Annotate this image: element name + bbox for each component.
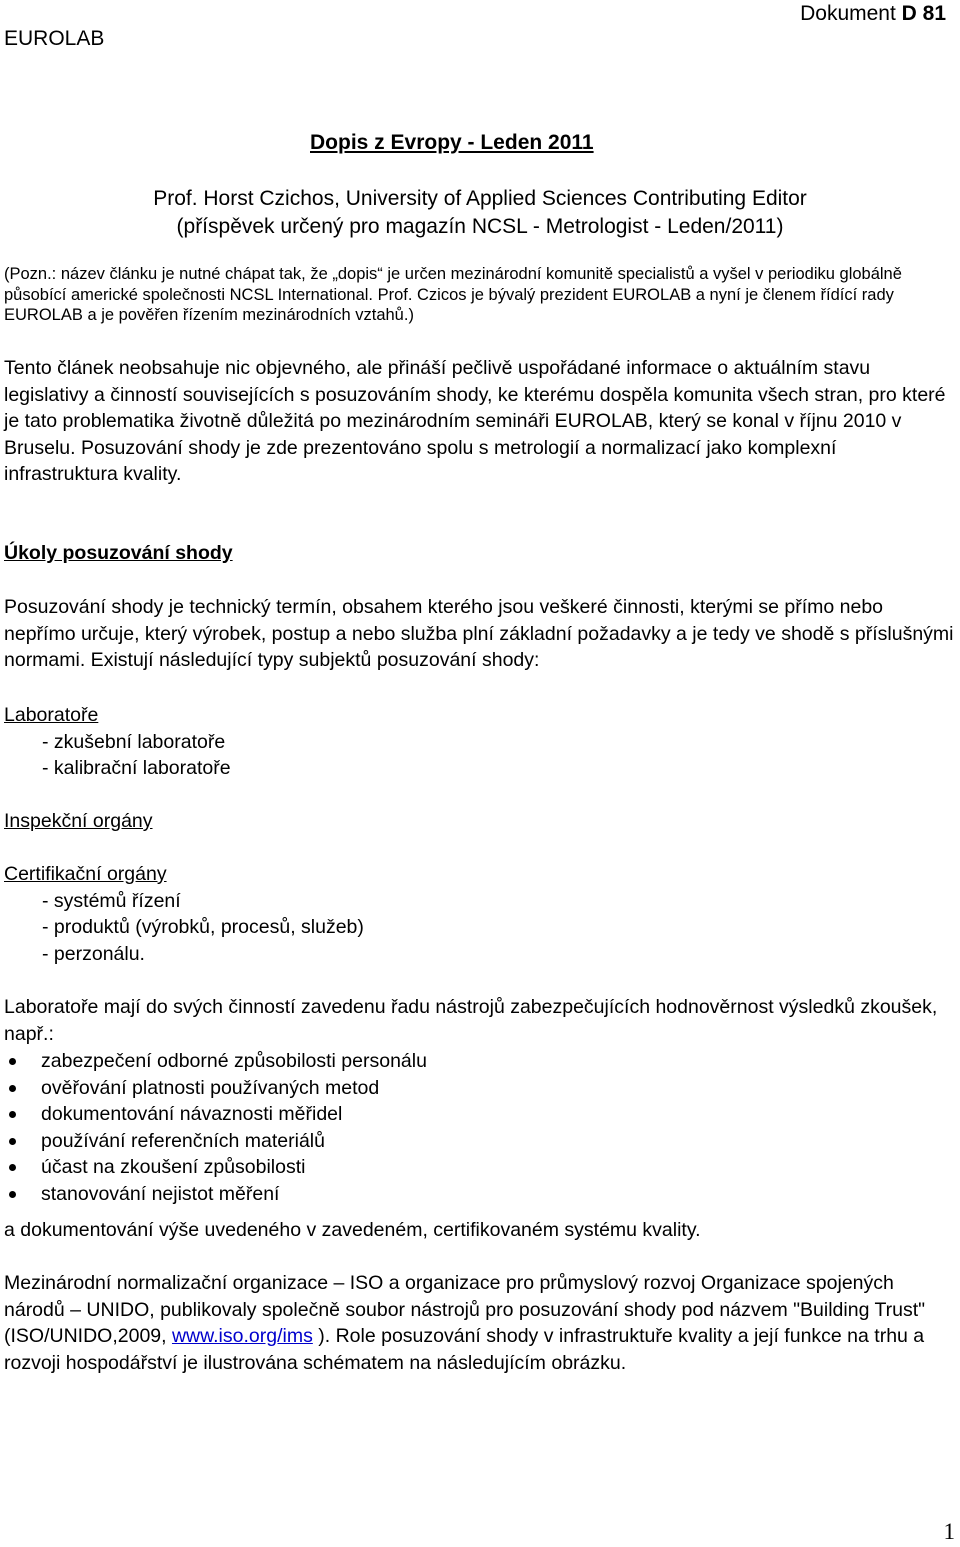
certification-label: Certifikační orgány xyxy=(4,863,167,885)
document-label: Dokument xyxy=(800,2,902,25)
final-paragraph xyxy=(4,1270,959,1376)
intro-paragraph: Tento článek neobsahuje nic objevného, ale přináší pečlivě uspořádané informace o aktuálním stavu legislativy a činností souvisejících s posuzováním shody, ke kterému dospěla komunita všech stran, pro které je tato problematika životně důležitá po mezinárodním semináři EUROLAB, který se konal v říjnu 2010 v Bruselu. Posuzování shody je zde prezentováno spolu s metrologií a normalizací jako komplexní infrastruktura kvality. xyxy=(4,357,946,485)
list-item: používání referenčních materiálů xyxy=(4,1128,954,1155)
list-item: ověřování platnosti používaných metod xyxy=(4,1075,954,1102)
inspection-bodies-label: Inspekční orgány xyxy=(4,810,153,832)
subtitle-line1: Prof. Horst Czichos, University of Applied Sciences Contributing Editor xyxy=(153,187,807,210)
final-text-end: ). Role posuzování shody v infrastruktuře kvality a její funkce na trhu a rozvoji hospodářství je ilustrována schématem na následujícím obrázku. xyxy=(4,1325,925,1374)
certification-group xyxy=(4,861,364,967)
list-item: účast na zkoušení způsobilosti xyxy=(4,1154,954,1181)
list-item: - perzonálu. xyxy=(42,942,145,965)
header-left: EUROLAB xyxy=(4,27,105,50)
page-number: 1 xyxy=(943,1519,955,1544)
list-item: - zkušební laboratoře xyxy=(42,730,226,753)
section-paragraph: Posuzování shody je technický termín, obsahem kterého jsou veškeré činnosti, kterými se přímo nebo nepřímo určuje, který výrobek, postup a nebo služba plní základní požadavky a je tedy ve shodě s příslušnými normami. Existují následující typy subjektů posuzování shody: xyxy=(4,596,954,671)
tools-tail: a dokumentování výše uvedeného v zavedeném, certifikovaném systému kvality. xyxy=(4,1219,701,1241)
list-item: - kalibrační laboratoře xyxy=(42,757,231,779)
list-item: dokumentování návaznosti měřidel xyxy=(4,1101,954,1128)
list-item: - produktů (výrobků, procesů, služeb) xyxy=(42,916,364,938)
section-heading: Úkoly posuzování shody xyxy=(4,542,233,564)
list-item: - systémů řízení xyxy=(42,889,181,912)
tools-list xyxy=(4,1048,954,1207)
list-item: zabezpečení odborné způsobilosti personálu xyxy=(4,1048,954,1075)
subtitle xyxy=(0,185,960,241)
list-item: stanovování nejistot měření xyxy=(4,1181,954,1208)
iso-link[interactable]: www.iso.org/ims xyxy=(171,1325,313,1347)
document-title: Dopis z Evropy - Leden 2011 xyxy=(310,131,594,154)
laboratories-group xyxy=(4,702,231,782)
laboratories-label: Laboratoře xyxy=(4,704,99,726)
header-right xyxy=(800,2,946,26)
subtitle-line2: (příspěvek určený pro magazín NCSL - Metrologist - Leden/2011) xyxy=(176,215,784,238)
laboratory-tools-paragraph: Laboratoře mají do svých činností zavedenu řadu nástrojů zabezpečujících hodnověrnost výsledků zkoušek, např.: xyxy=(4,996,938,1045)
note-paragraph: (Pozn.: název článku je nutné chápat tak, že „dopis“ je určen mezinárodní komunitě specialistů a vyšel v periodiku globálně působící americké společnosti NCSL International. Prof. Czicos je bývalý prezident EUROLAB a nyní je členem řídící rady EUROLAB a je pověřen řízením mezinárodních vztahů.) xyxy=(4,265,902,324)
document-number: D 81 xyxy=(901,2,946,25)
final-text-start: Mezinárodní normalizační organizace – ISO a organizace pro průmyslový rozvoj Organizace spojených národů – UNIDO, publikovaly společně soubor nástrojů pro posuzování shody pod názvem "Building Trust" (ISO/UNIDO,2009, xyxy=(4,1272,926,1347)
